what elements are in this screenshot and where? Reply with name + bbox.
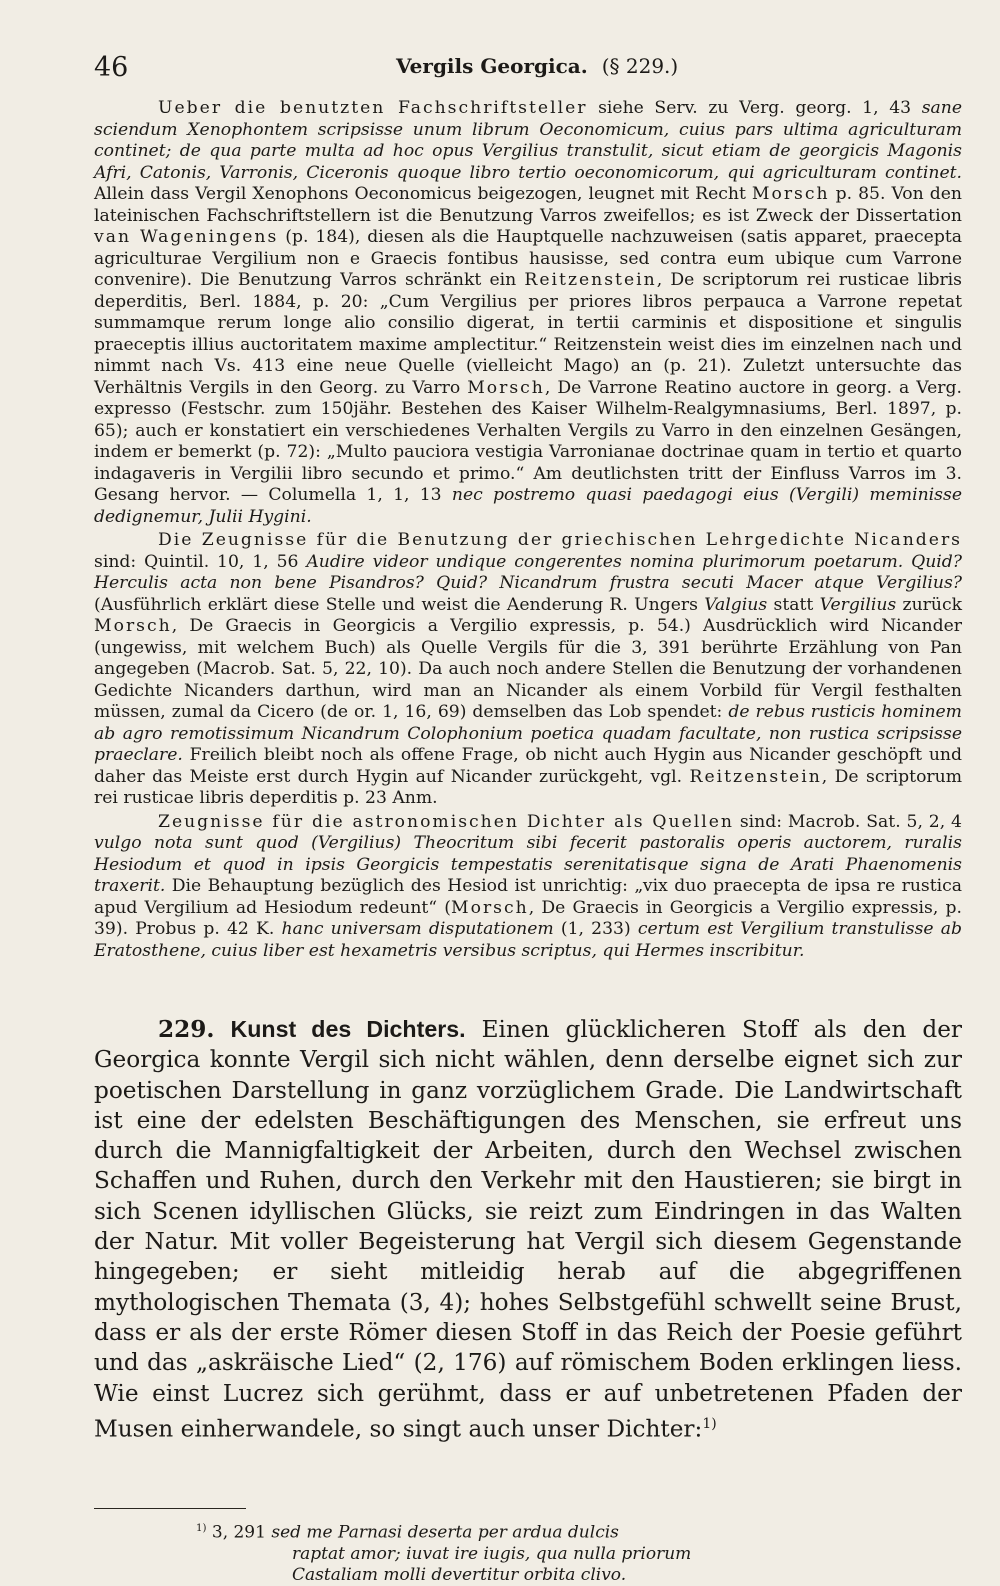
running-title-text: Vergils Georgica. xyxy=(396,54,588,78)
text-run: , De scriptorum rei rusticae libris deperditis, Berl. 1884, p. 20: „Cum Vergilius per priores libros perpauca a Varrone repetat summamque rerum longe alio consilio digerat, in tertii carminis et dispositione et singulis praeceptis illius auctoritatem maxime amplectitur.“ Reitzenstein weist dies im einzelnen nach und nimmt nach Vs. 413 eine neue Quelle (vielleicht Mago) an (p. 21). Zuletzt untersuchte das Verhältnis Vergils in den Georg. zu Varro xyxy=(94,270,962,398)
text-run: (p. 184), diesen als die Hauptquelle nachzuweisen (satis apparet, praecepta agriculturae Vergilium non e Graecis fontibus hausisse, sed contra eum ubique cum Varrone convenire). Die Benutzung Varros schränkt ein xyxy=(94,227,962,290)
italic-run: vulgo nota sunt quod (Vergilius) Theocritum sibi fecerit pastoralis operis auctorem, ruralis Hesiodum et quod in ipsis Georgicis tempestatis serenitatisque signa de Arati Phaenomenis traxerit. xyxy=(94,833,962,896)
footnote xyxy=(196,1518,896,1586)
section-229 xyxy=(94,1014,962,1445)
spaced-run: Ueber die benutzten Fachschriftsteller xyxy=(158,98,588,118)
text-run: (Ausführlich erklärt diese Stelle und weist die Aenderung R. Ungers xyxy=(94,594,705,615)
spaced-run: Morsch xyxy=(94,616,172,636)
footnote-divider xyxy=(94,1508,246,1509)
spaced-run: Zeugnisse für die astronomischen Dichter als Quellen xyxy=(158,811,734,832)
text-run: Allein dass Vergil Xenophons Oeconomicus beigezogen, leugnet mit Recht xyxy=(94,184,752,204)
text-run: sind: Quintil. 10, 1, 56 xyxy=(94,551,307,572)
section-title: Kunst des Dichters. xyxy=(230,1016,466,1042)
spaced-run: van Wageningens xyxy=(94,227,279,247)
italic-run: sane sciendum Xenophontem scripsisse unum librum Oeconomicum, cuius pars ultima agriculturam continet; de qua parte multa ad hoc opus Vergilius transtulit, sicut etiam de georgicis Magonis Afri, Catonis, Varronis, Ciceronis quoque libro tertio oeconomicorum, qui agriculturam continet. xyxy=(94,98,962,183)
text-run: siehe Serv. zu Verg. georg. 1, 43 xyxy=(587,98,922,118)
italic-run: Valgius xyxy=(704,594,768,615)
italic-run: de rebus rusticis hominem ab agro remotissimum Nicandrum Colophonium poetica quadam facultate, non rustica scripsisse praeclare. xyxy=(94,702,962,765)
footnote-line-3 xyxy=(196,1565,896,1586)
text-run: , De scriptorum rei rusticae libris deperditis p. 23 Anm. xyxy=(94,766,962,808)
italic-run: Audire videor undique congerentes nomina plurimorum poetarum. Quid? Herculis acta non bene Pisandros? Quid? Nicandrum frustra secuti Macer atque Vergilius? xyxy=(94,551,962,593)
notes-paragraph-astronomers xyxy=(94,812,962,963)
footnote-line-2 xyxy=(196,1544,896,1565)
section-229-paragraph xyxy=(94,1014,962,1445)
text-run: sind: Macrob. Sat. 5, 2, 4 xyxy=(733,811,962,832)
notes-paragraph-nicander xyxy=(94,530,962,810)
text-run: (1, 233) xyxy=(553,919,638,939)
italic-run: certum est Vergilium transtulisse ab Eratosthene, cuius liber est hexametris versibus scriptus, qui Hermes inscribitur. xyxy=(94,919,962,961)
footnote-ref: 3, 291 xyxy=(206,1522,272,1543)
text-run: , De Varrone Reatino auctore in georg. a Verg. expresso (Festschr. zum 150jähr. Bestehen des Kaiser Wilhelm-Realgymnasiums, Berl. 1897, p. 65); auch er konstatiert ein verschiedenes Verhalten Vergils zu Varro in den einzelnen Gesängen, indem er bemerkt (p. 72): „Multo pauciora vestigia Varronianae doctrinae quam in tertio et quarto indagaveris in Vergilii libro secundo et primo.“ Am deutlichsten tritt der Einfluss Varros im 3. Gesang hervor. — Columella 1, 1, 13 xyxy=(94,377,962,505)
spaced-run: Morsch xyxy=(751,184,830,204)
text-run: , De Graecis in Georgicis a Vergilio expressis, p. 39). Probus p. 42 K. xyxy=(94,897,963,939)
footnote-line-1 xyxy=(196,1518,896,1544)
italic-run: Vergilius xyxy=(819,594,897,615)
footnote-verse-2: raptat amor; iuvat ire iugis, qua nulla priorum xyxy=(292,1543,692,1564)
text-run: , De Graecis in Georgicis a Vergilio expressis, p. 54.) Ausdrücklich wird Nicander (ungewiss, mit welchem Buch) als Quelle Vergils für die 3, 391 berührte Erzählung von Pan angegeben (Macrob. Sat. 5, 22, 10). Da auch noch andere Stellen die Benutzung der vorhandenen Gedichte Nicanders darthun, wird man an Nicander als einem Vorbild für Vergil festhalten müssen, zumal da Cicero (de or. 1, 16, 69) demselben das Lob spendet: xyxy=(94,616,962,722)
footnote-mark: 1) xyxy=(196,1523,207,1534)
italic-run: nec postremo quasi paedagogi eius (Vergili) meminisse dedignemur, Julii Hygini. xyxy=(94,485,962,527)
section-number: 229. xyxy=(158,1016,215,1043)
page-header xyxy=(94,52,940,86)
page-number: 46 xyxy=(94,52,129,83)
notes-paragraph-sources xyxy=(94,98,962,528)
running-title xyxy=(396,54,678,78)
text-run: statt xyxy=(767,594,820,615)
footnote-reference: 1) xyxy=(702,1415,717,1432)
text-run: zurück xyxy=(896,594,963,615)
text-run: Die Behauptung bezüglich des Hesiod ist unrichtig: „vix duo praecepta de ipsa re rustica apud Vergilium ad Hesiodum redeunt“ ( xyxy=(94,876,962,918)
text-run: Freilich bleibt noch als offene Frage, ob nicht auch Hygin aus Nicander geschöpft und daher das Meiste erst durch Hygin auf Nicander zurückgeht, vgl. xyxy=(94,745,962,787)
spaced-run: Morsch xyxy=(467,377,545,398)
section-text: Einen glücklicheren Stoff als den der Georgica konnte Vergil sich nicht wählen, denn derselbe eignet sich zur poetischen Darstellung in ganz vorzüglichem Grade. Die Landwirtschaft ist eine der edelsten Beschäftigungen des Menschen, sie erfreut uns durch die Mannigfaltigkeit der Arbeiten, durch den Wechsel zwischen Schaffen und Ruhen, durch den Verkehr mit den Haustieren; sie birgt in sich Scenen idyllischen Glücks, sie reizt zum Eindringen in das Walten der Natur. Mit voller Begeisterung hat Vergil sich diesem Gegenstande hingegeben; er sieht mitleidig herab auf die abgegriffenen mythologischen Themata (3, 4); hohes Selbstgefühl schwellt seine Brust, dass er als der erste Römer diesen Stoff in das Reich der Poesie geführt und das „askräische Lied“ (2, 176) auf römischem Boden erklingen liess. Wie einst Lucrez sich gerühmt, dass er auf unbetretenen Pfaden der Musen einherwandele, so singt auch unser Dichter: xyxy=(94,1016,962,1443)
footnote-verse-3: Castaliam molli devertitur orbita clivo. xyxy=(292,1564,627,1585)
italic-run: hanc universam disputationem xyxy=(281,919,554,939)
spaced-run: Reitzenstein xyxy=(689,766,822,787)
text-run: p. 85. Von den lateinischen Fachschriftstellern ist die Benutzung Varros zweifellos; es ist Zweck der Dissertation xyxy=(94,184,962,226)
spaced-run: Morsch xyxy=(451,897,529,918)
spaced-run: Die Zeugnisse für die Benutzung der griechischen Lehrgedichte Nicanders xyxy=(158,530,962,550)
running-section-ref: (§ 229.) xyxy=(601,54,679,78)
notes-block xyxy=(94,98,962,962)
spaced-run: Reitzenstein xyxy=(524,270,657,290)
footnote-verse-1: sed me Parnasi deserta per ardua dulcis xyxy=(271,1522,619,1543)
